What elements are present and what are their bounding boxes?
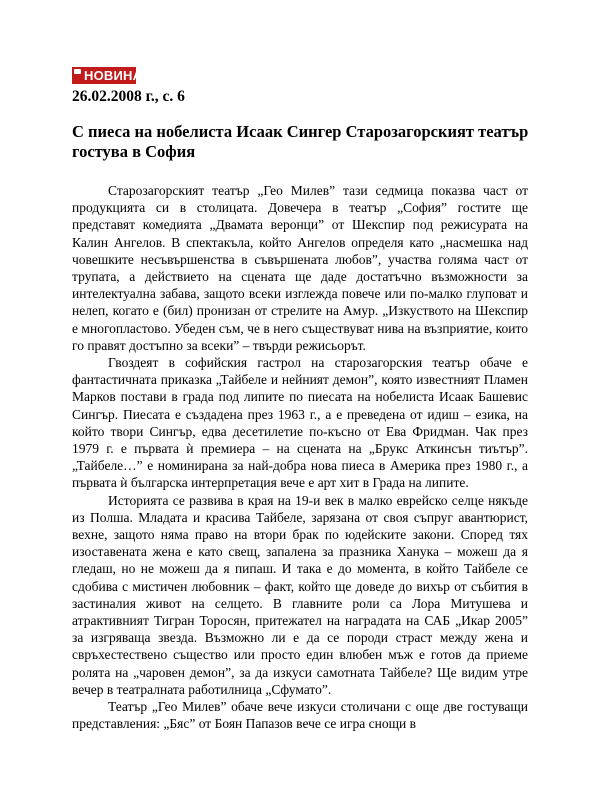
novinar-logo — [72, 67, 152, 84]
logo-mark-icon — [74, 69, 81, 74]
dateline: 26.02.2008 г., с. 6 — [72, 88, 185, 105]
paragraph: Гвоздеят в софийския гастрол на старозагорския театър обаче е фантастичната приказка „Тайбеле и нейният демон”, която известният Пламен Марков постави в града под липите по пиесата на нобелиста Исаак Башевис Сингър. Пиесата е създадена през 1963 г., а е преведена от идиш – езика, на който твори Сингър, едва десетилетие по-късно от Ева Фридман. Чак през 1979 г. е първата ѝ премиера – на сцената на „Брукс Аткинсън тиътър”. „Тайбеле…” е номинирана за най-добра нова пиеса в Америка през 1980 г., а първата ѝ българска интерпретация вече е арт хит в Града на липите. — [72, 355, 528, 491]
paragraph: Театър „Гео Милев” обаче вече изкуси столичани с още две гостуващи представления: „Бяс” от Боян Папазов вече се игра снощи в — [72, 699, 528, 732]
article-headline: С пиеса на нобелиста Исаак Сингер Старозагорският театър гостува в София — [72, 122, 529, 161]
paragraph: Старозагорският театър „Гео Милев” тази седмица показва част от продукцията си в столицата. Довечера в театър „София” гостите ще представят комедията „Двамата веронци” от Шекспир под режисурата на Калин Ангелов. В спектакъла, който Ангелов определя като „насмешка над човешките несъвършенства в съвършената любов”, участва голяма част от трупата, а действието на сцената ще даде достатъчно възможности за интелектуална забава, защото всеки изглежда повече или по-малко глуповат и нелеп, когато е (бил) пронизан от стрелите на Амур. „Изкуството на Шекспир е многопластово. Убеден съм, че в него съществуват нива на възприятие, които го правят достъпно за всеки” – твърди режисьорът. — [72, 183, 528, 353]
logo-text: НОВИНАР — [84, 68, 152, 83]
article-body — [72, 182, 528, 733]
paragraph: Историята се развива в края на 19-и век в малко еврейско селце някъде из Полша. Младата и красива Тайбеле, зарязана от своя съпруг авантюрист, вехне, защото няма право на втори брак по юдейските закони. Според тях изоставената жена е като свещ, запалена за празника Ханука – можеш да я гледаш, но не можеш да я пипаш. И така е до момента, в който Тайбеле се сдобива с мистичен любовник – факт, който ще доведе до вихър от събития в застиналия живот на селцето. В главните роли са Лора Митушева и атрактивният Тигран Торосян, притежател на наградата на САБ „Икар 2005” за изгряваща звезда. Възможно ли е да се породи страст между жена и свръхестествено същество или просто един влюбен мъж е готов да приеме ролята на „чаровен демон”, за да изкуси самотната Тайбеле? Ще видим утре вечер в театралната работилница „Сфумато”. — [72, 492, 528, 697]
